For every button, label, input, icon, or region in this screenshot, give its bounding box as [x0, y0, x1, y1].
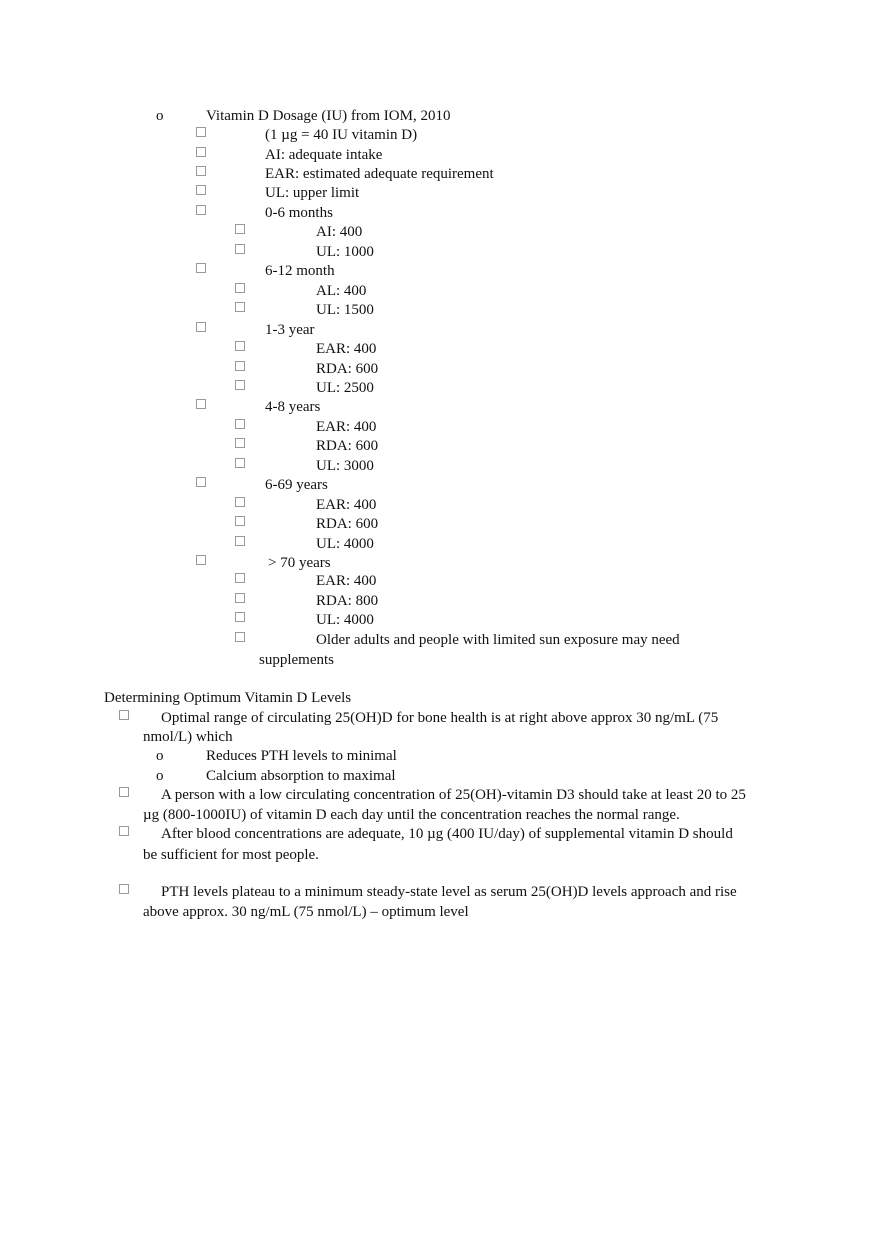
square-bullet-icon [196, 127, 206, 137]
square-bullet-icon [235, 573, 245, 583]
square-bullet-icon [196, 185, 206, 195]
age-group-label: 6-12 month [265, 263, 335, 279]
dosage-value: EAR: 400 [316, 573, 377, 589]
dosage-value: UL: 1000 [316, 244, 374, 260]
square-bullet-icon [235, 612, 245, 622]
square-bullet-icon [235, 283, 245, 293]
dosage-value: UL: 3000 [316, 458, 374, 474]
paragraph-4-line-2: above approx. 30 ng/mL (75 nmol/L) – optimum level [143, 904, 469, 920]
square-bullet-icon [196, 263, 206, 273]
dosage-value: RDA: 800 [316, 593, 379, 609]
dosage-title: Vitamin D Dosage (IU) from IOM, 2010 [206, 108, 451, 124]
dosage-value: EAR: 400 [316, 341, 377, 357]
square-bullet-icon [235, 497, 245, 507]
dosage-value: EAR: 400 [316, 497, 377, 513]
circle-bullet: o [156, 108, 164, 124]
dosage-value: UL: 2500 [316, 380, 374, 396]
square-bullet-icon [235, 380, 245, 390]
dosage-value: EAR: 400 [316, 419, 377, 435]
age-group-label: 1-3 year [265, 322, 315, 338]
square-bullet-icon [235, 593, 245, 603]
outline-item: AI: adequate intake [265, 147, 383, 163]
section-heading: Determining Optimum Vitamin D Levels [104, 690, 352, 706]
paragraph-2-line-2: µg (800-1000IU) of vitamin D each day until the concentration reaches the normal range. [143, 807, 680, 823]
square-bullet-icon [235, 458, 245, 468]
square-bullet-icon [196, 322, 206, 332]
square-bullet-icon [196, 166, 206, 176]
dosage-value: RDA: 600 [316, 361, 379, 377]
dosage-value: UL: 4000 [316, 536, 374, 552]
outline-item: UL: upper limit [265, 185, 360, 201]
dosage-value: AI: 400 [316, 224, 363, 240]
square-bullet-icon [119, 884, 129, 894]
paragraph-3-line-2: be sufficient for most people. [143, 847, 319, 863]
square-bullet-icon [235, 361, 245, 371]
age-group-label: 4-8 years [265, 399, 321, 415]
outline-item: EAR: estimated adequate requirement [265, 166, 494, 182]
paragraph-1-line-1: Optimal range of circulating 25(OH)D for bone health is at right above approx 30 ng/mL (75 [161, 710, 719, 726]
square-bullet-icon [119, 710, 129, 720]
dosage-value: UL: 4000 [316, 612, 374, 628]
square-bullet-icon [235, 516, 245, 526]
age-group-label: 0-6 months [265, 205, 333, 221]
square-bullet-icon [196, 147, 206, 157]
square-bullet-icon [235, 302, 245, 312]
circle-bullet: o [156, 748, 164, 764]
paragraph-2-line-1: A person with a low circulating concentration of 25(OH)-vitamin D3 should take at least 20 to 25 [161, 787, 746, 803]
paragraph-4-line-1: PTH levels plateau to a minimum steady-state level as serum 25(OH)D levels approach and rise [161, 884, 737, 900]
square-bullet-icon [235, 419, 245, 429]
square-bullet-icon [196, 477, 206, 487]
note-line-1: Older adults and people with limited sun exposure may need [316, 632, 680, 648]
dosage-value: AL: 400 [316, 283, 367, 299]
dosage-value: RDA: 600 [316, 438, 379, 454]
age-group-label: 6-69 years [265, 477, 328, 493]
square-bullet-icon [196, 555, 206, 565]
paragraph-1-line-2: nmol/L) which [143, 729, 233, 745]
square-bullet-icon [196, 399, 206, 409]
sub-bullet: Reduces PTH levels to minimal [206, 748, 397, 764]
sub-bullet: Calcium absorption to maximal [206, 768, 396, 784]
circle-bullet: o [156, 768, 164, 784]
note-line-2: supplements [259, 652, 334, 668]
square-bullet-icon [196, 205, 206, 215]
square-bullet-icon [235, 632, 245, 642]
square-bullet-icon [235, 341, 245, 351]
square-bullet-icon [235, 536, 245, 546]
paragraph-3-line-1: After blood concentrations are adequate, 10 µg (400 IU/day) of supplemental vitamin D should [161, 826, 733, 842]
square-bullet-icon [119, 826, 129, 836]
square-bullet-icon [119, 787, 129, 797]
age-group-label: > 70 years [268, 555, 331, 571]
dosage-value: UL: 1500 [316, 302, 374, 318]
square-bullet-icon [235, 438, 245, 448]
square-bullet-icon [235, 224, 245, 234]
dosage-value: RDA: 600 [316, 516, 379, 532]
outline-item: (1 µg = 40 IU vitamin D) [265, 127, 418, 143]
square-bullet-icon [235, 244, 245, 254]
